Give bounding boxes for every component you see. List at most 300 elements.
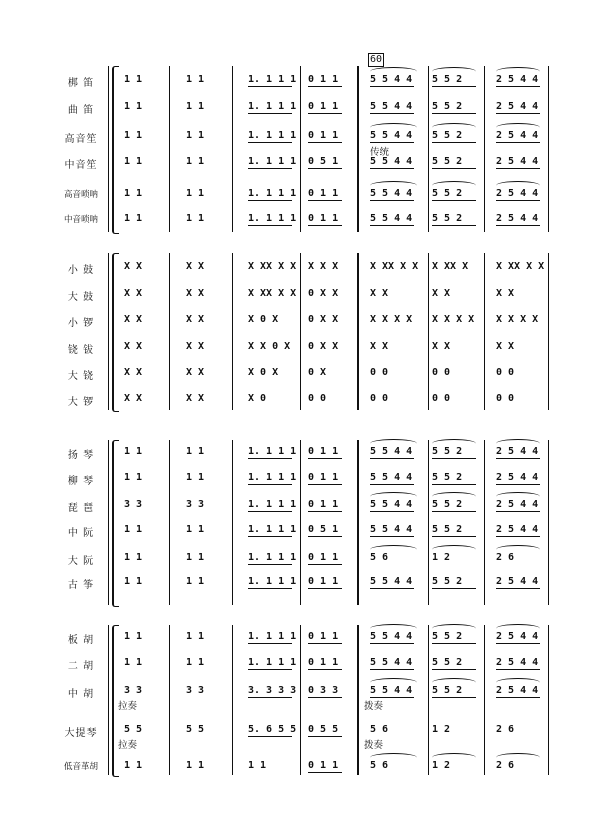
measure-notation: 2 5 4 4 [496,74,539,85]
measure-notation: X 0 X [248,314,279,325]
rhythm-underline [432,225,476,226]
measure-notation: X X [370,288,389,299]
rhythm-underline [248,86,292,87]
measure-notation: 1 2 [432,760,451,771]
measure-notation: 1. 1 1 1 [248,552,297,563]
slur [370,492,417,501]
measure-notation: X X [186,393,205,404]
barline [169,66,170,232]
measure-notation: 1 1 [248,760,267,771]
rhythm-underline [496,200,540,201]
slur [370,67,417,76]
barline [357,66,359,232]
measure-notation: 5 5 2 [432,130,463,141]
measure-notation: 1. 1 1 1 [248,101,297,112]
slur [496,753,540,762]
measure-notation: 5 5 4 4 [370,446,413,457]
barline [232,440,233,605]
measure-notation: 1 1 [124,576,143,587]
measure-notation: X X [186,314,205,325]
measure-notation: 0 1 1 [308,188,339,199]
barline [108,625,109,775]
measure-notation: 5 5 4 4 [370,130,413,141]
measure-notation: 0 1 1 [308,74,339,85]
technique-marking: 拉奏 [118,740,138,751]
measure-notation: 0 0 [432,367,451,378]
measure-notation: 1 1 [124,213,143,224]
measure-notation: X XX X X [248,261,297,272]
measure-notation: 2 5 4 4 [496,499,539,510]
measure-notation: 1 1 [186,631,205,642]
instrument-label: 高音唢呐 [63,190,98,200]
measure-notation: X X [496,341,515,352]
rhythm-underline [370,536,414,537]
rhythm-underline [370,200,414,201]
rhythm-underline [370,588,414,589]
rhythm-underline [370,113,414,114]
measure-notation: 1 1 [124,130,143,141]
measure-notation: 1. 1 1 1 [248,188,297,199]
barline [169,625,170,775]
rhythm-underline [432,458,476,459]
rhythm-underline [496,536,540,537]
measure-notation: 2 5 4 4 [496,685,539,696]
measure-notation: 0 X [308,367,327,378]
system-brace [112,253,119,412]
measure-notation: 1 1 [124,101,143,112]
rhythm-underline [432,484,476,485]
barline [548,625,549,775]
slur [432,123,476,132]
measure-notation: 1 1 [186,213,205,224]
measure-notation: 5 5 2 [432,213,463,224]
rhythm-underline [432,669,476,670]
slur [370,181,417,190]
barline [548,440,549,605]
measure-notation: 1. 1 1 1 [248,499,297,510]
rhythm-underline [432,200,476,201]
measure-notation: 2 5 4 4 [496,101,539,112]
rhythm-underline [248,113,292,114]
slur [496,624,540,633]
rhythm-underline [432,113,476,114]
barline [428,440,429,605]
measure-notation: 5 5 4 4 [370,657,413,668]
rhythm-underline [248,200,292,201]
barline [232,625,233,775]
measure-notation: X X [124,261,143,272]
rhythm-underline [308,511,342,512]
slur [432,753,476,762]
measure-notation: 1 1 [186,576,205,587]
measure-notation: 1. 1 1 1 [248,130,297,141]
measure-notation: 5 5 [124,724,143,735]
instrument-label: 大提琴 [64,728,98,739]
barline [300,66,301,232]
slur [370,123,417,132]
measure-notation: 5 5 2 [432,446,463,457]
barline [484,625,485,775]
measure-notation: X X [370,341,389,352]
measure-notation: 2 5 4 4 [496,576,539,587]
rhythm-underline [308,669,342,670]
instrument-label: 中 胡 [67,689,95,700]
measure-notation: 5 5 4 4 [370,499,413,510]
measure-notation: 1 1 [186,101,205,112]
measure-notation: 1. 1 1 1 [248,472,297,483]
rehearsal-mark: 60 [369,54,383,65]
measure-notation: 5 6 [370,760,389,771]
measure-notation: 5 5 4 4 [370,101,413,112]
rhythm-underline [370,643,414,644]
measure-notation: 0 1 1 [308,576,339,587]
measure-notation: 2 6 [496,552,515,563]
measure-notation: 1 1 [186,156,205,167]
measure-notation: X X [124,314,143,325]
measure-notation: 5 5 2 [432,74,463,85]
rhythm-underline [432,588,476,589]
measure-notation: 0 X X [308,314,339,325]
rhythm-underline [496,669,540,670]
slur [496,545,540,554]
measure-notation: 2 5 4 4 [496,524,539,535]
barline [300,253,301,410]
measure-notation: 0 1 1 [308,499,339,510]
measure-notation: 5 5 2 [432,101,463,112]
barline [548,253,549,410]
barline [428,66,429,232]
measure-notation: 1 1 [124,657,143,668]
instrument-label: 小 鼓 [67,265,95,276]
rhythm-underline [370,511,414,512]
measure-notation: 1 2 [432,724,451,735]
measure-notation: X X [186,367,205,378]
measure-notation: 1. 1 1 1 [248,213,297,224]
measure-notation: X X X X [496,314,539,325]
measure-notation: 5 5 4 4 [370,74,413,85]
slur [370,678,417,687]
barline [108,440,109,605]
measure-notation: 0 0 [308,393,327,404]
measure-notation: 1. 1 1 1 [248,446,297,457]
measure-notation: 1 1 [186,472,205,483]
measure-notation: X X [186,288,205,299]
measure-notation: 1 2 [432,552,451,563]
barline [232,66,233,232]
measure-notation: 1 1 [186,760,205,771]
rhythm-underline [308,564,342,565]
measure-notation: 0 0 [496,393,515,404]
barline [484,66,485,232]
rhythm-underline [496,697,540,698]
instrument-label: 柳 琴 [67,476,95,487]
measure-notation: 5 5 2 [432,156,463,167]
measure-notation: 0 0 [370,393,389,404]
measure-notation: 1 1 [124,760,143,771]
barline [484,440,485,605]
rhythm-underline [248,697,292,698]
rhythm-underline [496,168,540,169]
slur [432,678,476,687]
measure-notation: X X [124,341,143,352]
measure-notation: 1. 1 1 1 [248,631,297,642]
measure-notation: 1 1 [124,74,143,85]
rhythm-underline [308,168,342,169]
measure-notation: 0 0 [496,367,515,378]
measure-notation: X X [432,288,451,299]
measure-notation: 2 5 4 4 [496,188,539,199]
instrument-label: 梆 笛 [67,78,95,89]
slur [496,123,540,132]
measure-notation: 0 1 1 [308,472,339,483]
measure-notation: 5 5 4 4 [370,156,413,167]
system-brace [112,440,119,607]
measure-notation: 1 1 [186,657,205,668]
slur [496,67,540,76]
measure-notation: X X [496,288,515,299]
instrument-label: 高音笙 [64,134,98,145]
slur [370,624,417,633]
rhythm-underline [248,588,292,589]
instrument-label: 曲 笛 [67,105,95,116]
measure-notation: 0 0 [370,367,389,378]
rhythm-underline [496,113,540,114]
measure-notation: 3 3 [186,685,205,696]
measure-notation: 0 5 1 [308,156,339,167]
measure-notation: 1. 1 1 1 [248,576,297,587]
measure-notation: 5 5 4 4 [370,524,413,535]
rhythm-underline [248,458,292,459]
rhythm-underline [432,643,476,644]
measure-notation: 5 5 4 4 [370,472,413,483]
rhythm-underline [308,772,342,773]
rhythm-underline [432,536,476,537]
rhythm-underline [308,536,342,537]
measure-notation: X X 0 X [248,341,291,352]
instrument-label: 中音唢呐 [63,215,98,225]
measure-notation: 2 5 4 4 [496,472,539,483]
rhythm-underline [496,225,540,226]
rhythm-underline [308,588,342,589]
measure-notation: X X [186,341,205,352]
slur [432,492,476,501]
instrument-label: 铙 钹 [67,345,95,356]
measure-notation: 1. 1 1 1 [248,156,297,167]
rhythm-underline [432,697,476,698]
barline [108,66,109,232]
technique-marking: 拉奏 [118,701,138,712]
slur [432,181,476,190]
rhythm-underline [370,225,414,226]
measure-notation: X X [124,393,143,404]
instrument-label: 扬 琴 [67,450,95,461]
instrument-label: 中音笙 [64,160,98,171]
instrument-label: 大 铙 [67,371,95,382]
measure-notation: 1 1 [186,74,205,85]
rhythm-underline [432,142,476,143]
instrument-label: 小 锣 [67,318,95,329]
measure-notation: 1 1 [124,446,143,457]
rhythm-underline [308,484,342,485]
rhythm-underline [432,86,476,87]
measure-notation: 5 5 2 [432,657,463,668]
slur [496,439,540,448]
rhythm-underline [370,168,414,169]
rhythm-underline [432,168,476,169]
measure-notation: 2 6 [496,760,515,771]
barline [428,625,429,775]
rhythm-underline [308,142,342,143]
measure-notation: 1 1 [124,156,143,167]
measure-notation: X X X [308,261,339,272]
measure-notation: 0 0 [432,393,451,404]
measure-notation: 1. 1 1 1 [248,524,297,535]
rhythm-underline [370,669,414,670]
slur [370,439,417,448]
technique-marking: 拨奏 [364,740,384,751]
rhythm-underline [248,225,292,226]
rhythm-underline [308,86,342,87]
measure-notation: 1 1 [186,446,205,457]
measure-notation: 1. 1 1 1 [248,74,297,85]
slur [496,678,540,687]
measure-notation: 0 3 3 [308,685,339,696]
instrument-label: 板 胡 [67,635,95,646]
rhythm-underline [496,511,540,512]
rhythm-underline [308,458,342,459]
slur [432,624,476,633]
instrument-label: 大 锣 [67,397,95,408]
measure-notation: 1 1 [124,631,143,642]
technique-marking: 拨奏 [364,701,384,712]
measure-notation: 5 5 4 4 [370,213,413,224]
rhythm-underline [496,142,540,143]
measure-notation: 1 1 [124,552,143,563]
measure-notation: X X [124,288,143,299]
rhythm-underline [248,168,292,169]
slur [496,181,540,190]
instrument-label: 古 筝 [67,580,95,591]
barline [357,625,359,775]
measure-notation: 5 5 2 [432,685,463,696]
rhythm-underline [370,484,414,485]
measure-notation: X X [432,341,451,352]
rhythm-underline [370,458,414,459]
measure-notation: 1 1 [186,552,205,563]
measure-notation: X X [124,367,143,378]
measure-notation: 1 1 [124,188,143,199]
rhythm-underline [248,536,292,537]
measure-notation: 5 5 2 [432,188,463,199]
measure-notation: 0 1 1 [308,101,339,112]
rhythm-underline [308,736,342,737]
measure-notation: 5 5 4 4 [370,188,413,199]
rhythm-underline [308,225,342,226]
barline [548,66,549,232]
barline [169,253,170,410]
measure-notation: 3 3 [124,499,143,510]
rhythm-underline [496,86,540,87]
rhythm-underline [248,736,292,737]
barline [169,440,170,605]
measure-notation: 1 1 [186,524,205,535]
instrument-label: 中 阮 [67,528,95,539]
measure-notation: 5 5 2 [432,631,463,642]
rhythm-underline [496,643,540,644]
rhythm-underline [370,86,414,87]
barline [428,253,429,410]
measure-notation: 2 5 4 4 [496,657,539,668]
measure-notation: X 0 [248,393,267,404]
rhythm-underline [308,200,342,201]
measure-notation: 0 1 1 [308,657,339,668]
measure-notation: X XX X X [370,261,419,272]
rhythm-underline [308,643,342,644]
system-brace [112,66,119,234]
measure-notation: 2 5 4 4 [496,156,539,167]
measure-notation: 1 1 [186,130,205,141]
instrument-label: 大 阮 [67,556,95,567]
rhythm-underline [248,643,292,644]
rhythm-underline [496,484,540,485]
barline [300,440,301,605]
measure-notation: 0 5 1 [308,524,339,535]
measure-notation: X XX X X [496,261,545,272]
measure-notation: 5 5 2 [432,576,463,587]
measure-notation: 5 5 2 [432,499,463,510]
measure-notation: X XX X X [248,288,297,299]
rhythm-underline [248,142,292,143]
measure-notation: 5 6 [370,552,389,563]
measure-notation: 0 5 5 [308,724,339,735]
measure-notation: 0 1 1 [308,130,339,141]
measure-notation: 1 1 [124,524,143,535]
rhythm-underline [308,113,342,114]
measure-notation: 5 5 4 4 [370,685,413,696]
rhythm-underline [248,511,292,512]
measure-notation: 0 1 1 [308,631,339,642]
measure-notation: 0 1 1 [308,552,339,563]
rhythm-underline [308,697,342,698]
measure-notation: 5. 6 5 5 [248,724,297,735]
slur [432,545,476,554]
instrument-label: 二 胡 [67,661,95,672]
measure-notation: 0 1 1 [308,760,339,771]
barline [108,253,109,410]
measure-notation: 1 1 [124,472,143,483]
slur [370,753,417,762]
instrument-label: 琵 琶 [67,503,95,514]
measure-notation: 0 X X [308,288,339,299]
barline [357,440,359,605]
slur [496,492,540,501]
measure-notation: 5 5 4 4 [370,631,413,642]
measure-notation: 1. 1 1 1 [248,657,297,668]
rhythm-underline [370,142,414,143]
rhythm-underline [496,458,540,459]
measure-notation: X XX X [432,261,469,272]
rhythm-underline [248,484,292,485]
measure-notation: X X [186,261,205,272]
slur [432,439,476,448]
rhythm-underline [496,588,540,589]
measure-notation: X X X X [432,314,475,325]
technique-marking: 传统 [370,147,390,158]
measure-notation: 3. 3 3 3 [248,685,297,696]
instrument-label: 低音革胡 [63,762,98,772]
slur [432,67,476,76]
rhythm-underline [248,564,292,565]
